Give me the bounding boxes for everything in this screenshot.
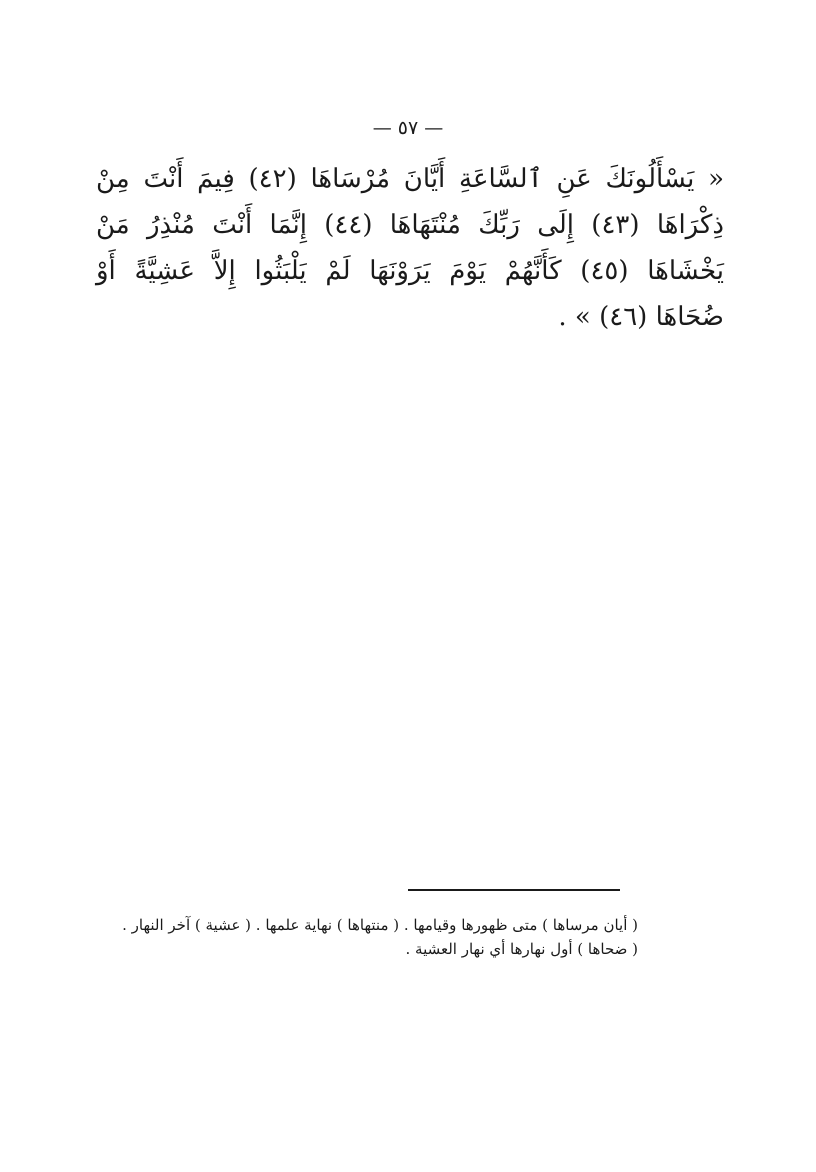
footnotes: [104, 913, 638, 961]
verse-line: يَخْشَاهَا (٤٥) كَأَنَّهُمْ يَوْمَ يَرَوْنَهَا لَمْ يَلْبَثُوا إِلاَّ عَشِيَّةً أَوْ: [96, 256, 724, 286]
footnote-line: ( أيان مرساها ) متى ظهورها وقيامها . ( منتهاها ) نهاية علمها . ( عشية ) آخر النهار .: [122, 916, 638, 934]
verse-line: ضُحَاهَا (٤٦) » .: [558, 302, 724, 332]
quran-verses: [96, 156, 724, 340]
footnote-divider: [408, 889, 620, 891]
footnote-line: ( ضحاها ) أول نهارها أي نهار العشية .: [405, 940, 638, 958]
verse-line: ذِكْرَاهَا (٤٣) إِلَى رَبِّكَ مُنْتَهَاهَا (٤٤) إِنَّمَا أَنْتَ مُنْذِرُ مَنْ: [96, 210, 724, 240]
page-number: — ٥٧ —: [372, 117, 444, 139]
verse-line: « يَسْأَلُونَكَ عَنِ ٱلسَّاعَةِ أَيَّانَ مُرْسَاهَا (٤٢) فِيمَ أَنْتَ مِنْ: [96, 164, 724, 194]
